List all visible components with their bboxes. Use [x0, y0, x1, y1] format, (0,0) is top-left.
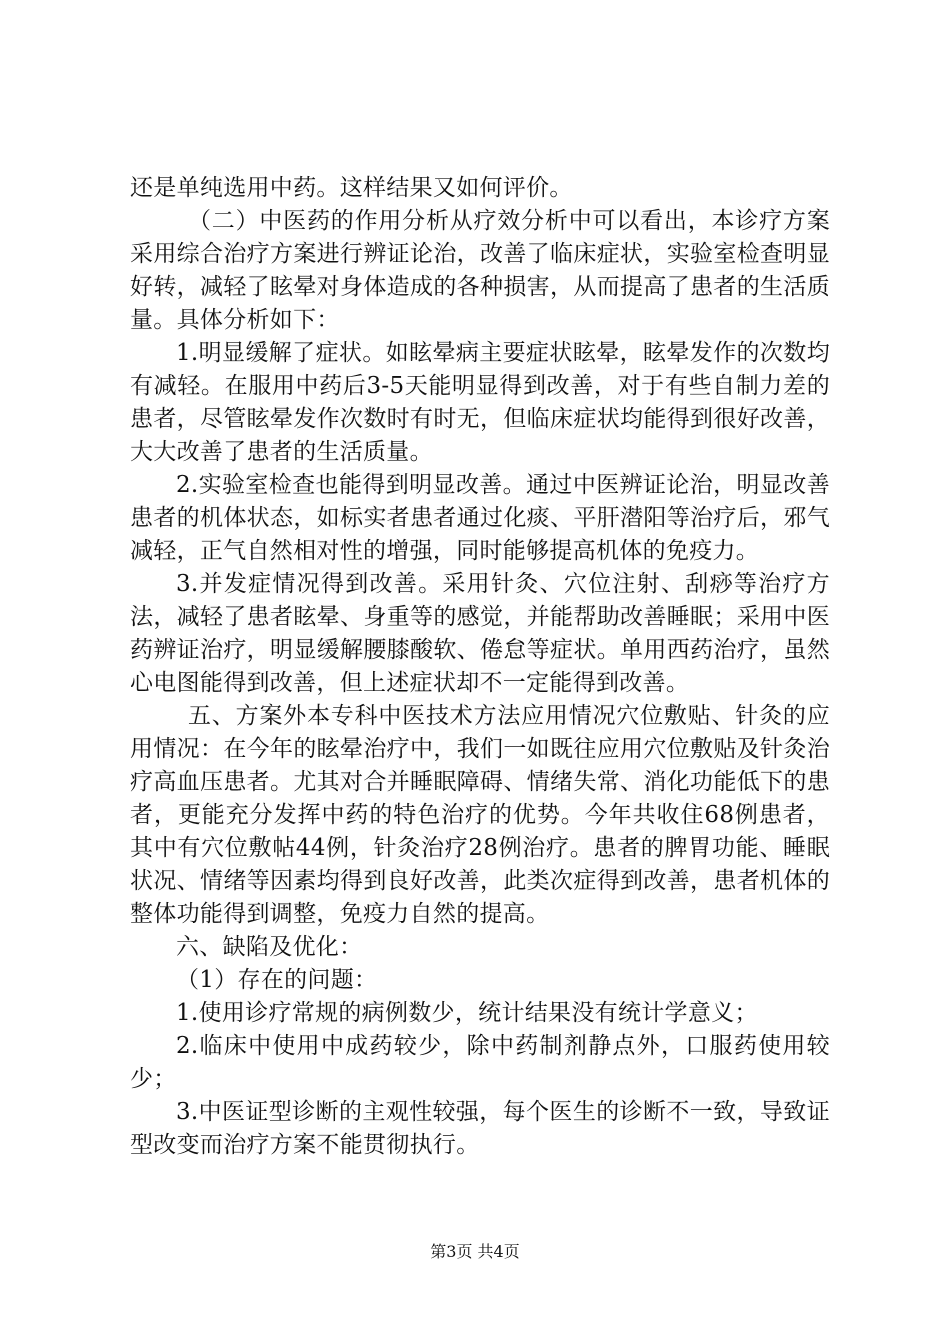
paragraph-lab-improvement: 2.实验室检查也能得到明显改善。通过中医辨证论治，明显改善患者的机体状态，如标实者患者通过化痰、平肝潜阳等治疗后，邪气减轻，正气自然相对性的增强，同时能够提高机体的免疫力。 [130, 472, 830, 564]
page-footer: 第3页 共4页 [430, 1242, 520, 1261]
subheading-problems: （1）存在的问题： [176, 967, 378, 993]
heading-section-six: 六、缺陷及优化： [176, 934, 363, 960]
list-item-problem-2: 2.临床中使用中成药较少，除中药制剂静点外，口服药使用较少； [130, 1033, 830, 1092]
document-body [130, 172, 830, 1162]
paragraph-tcm-analysis: （二）中医药的作用分析从疗效分析中可以看出，本诊疗方案采用综合治疗方案进行辨证论治，改善了临床症状，实验室检查明显好转，减轻了眩晕对身体造成的各种损害，从而提高了患者的生活质量。具体分析如下： [130, 208, 830, 333]
paragraph-complications: 3.并发症情况得到改善。采用针灸、穴位注射、刮痧等治疗方法，减轻了患者眩晕、身重等的感觉，并能帮助改善睡眠；采用中医药辨证治疗，明显缓解腰膝酸软、倦怠等症状。单用西药治疗，虽然心电图能得到改善，但上述症状却不一定能得到改善。 [130, 571, 830, 696]
paragraph-section-five: 五、方案外本专科中医技术方法应用情况穴位敷贴、针灸的应用情况：在今年的眩晕治疗中，我们一如既往应用穴位敷贴及针灸治疗高血压患者。尤其对合并睡眠障碍、情绪失常、消化功能低下的患者，更能充分发挥中药的特色治疗的优势。今年共收住68例患者，其中有穴位敷帖44例，针灸治疗28例治疗。患者的脾胃功能、睡眠状况、情绪等因素均得到良好改善，此类次症得到改善，患者机体的整体功能得到调整，免疫力自然的提高。 [130, 703, 830, 927]
list-item-problem-1: 1.使用诊疗常规的病例数少，统计结果没有统计学意义； [176, 1000, 758, 1026]
paragraph-continuation: 还是单纯选用中药。这样结果又如何评价。 [130, 175, 573, 201]
list-item-problem-3: 3.中医证型诊断的主观性较强，每个医生的诊断不一致，导致证型改变而治疗方案不能贯彻执行。 [130, 1099, 830, 1158]
paragraph-symptom-relief: 1.明显缓解了症状。如眩晕病主要症状眩晕，眩晕发作的次数均有减轻。在服用中药后3-5天能明显得到改善，对于有些自制力差的患者，尽管眩晕发作次数时有时无，但临床症状均能得到很好改善，大大改善了患者的生活质量。 [130, 340, 830, 465]
